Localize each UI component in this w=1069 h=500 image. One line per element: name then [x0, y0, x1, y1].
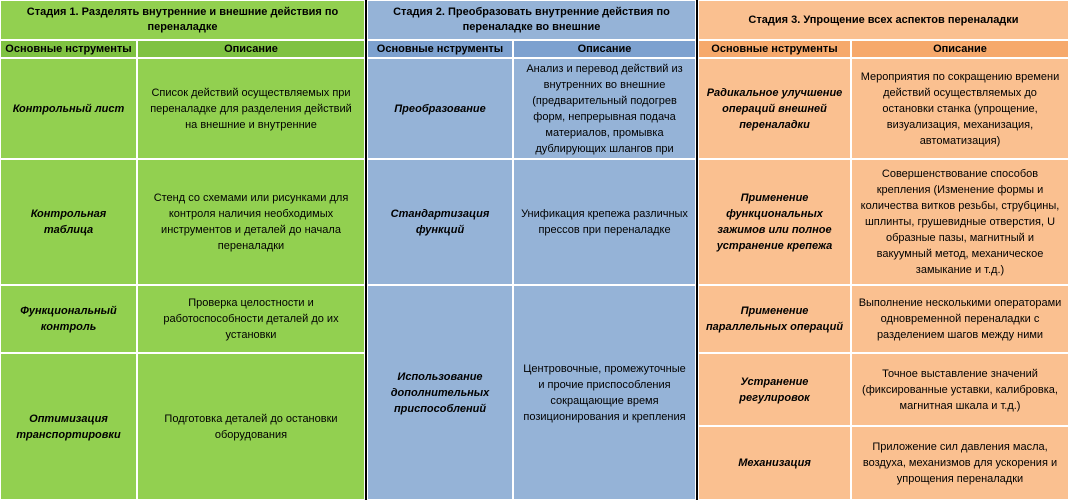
stage-1-desc-4: Подготовка деталей до остановки оборудования — [137, 353, 365, 500]
stage-2-desc-header: Описание — [513, 40, 696, 58]
stage-1-desc-2: Стенд со схемами или рисунками для контроля наличия необходимых инструментов и деталей до начала переналадки — [137, 159, 365, 285]
stage-1-desc-3: Проверка целостности и работоспособности деталей до их установки — [137, 285, 365, 353]
stage-1-tool-3: Функциональный контроль — [0, 285, 137, 353]
stage-3-tool-2: Применение функциональных зажимов или полное устранение крепежа — [698, 159, 851, 285]
stage-separator-2 — [696, 0, 698, 500]
stage-2-desc-1: Анализ и перевод действий из внутренних во внешние (предварительный подогрев форм, непрерывная подача материалов, промывка дублирующих шлангов при — [513, 58, 696, 159]
stage-separator-1 — [365, 0, 367, 500]
stage-3-desc-header: Описание — [851, 40, 1069, 58]
stage-3-desc-3: Выполнение несколькими операторами одновременной переналадки с разделением шагов между ними — [851, 285, 1069, 353]
stage-1-desc-header: Описание — [137, 40, 365, 58]
stage-1-tools-header: Основные нструменты — [0, 40, 137, 58]
stage-1-desc-1: Список действий осуществляемых при переналадке для разделения действий на внешние и внутренние — [137, 58, 365, 159]
stage-3-desc-4: Точное выставление значений (фиксированные уставки, калибровка, магнитная шкала и т.д.) — [851, 353, 1069, 426]
stage-1-tool-1: Контрольный лист — [0, 58, 137, 159]
stage-2-tools-header: Основные нструменты — [367, 40, 513, 58]
stage-1-tool-2: Контрольная таблица — [0, 159, 137, 285]
stage-3-tools-header: Основные нструменты — [698, 40, 851, 58]
stage-2-desc-3: Центровочные, промежуточные и прочие приспособления сокращающие время позиционирования и крепления — [513, 285, 696, 500]
stage-3-tool-4: Устранение регулировок — [698, 353, 851, 426]
stage-3-tool-3: Применение параллельных операций — [698, 285, 851, 353]
stage-1-title: Стадия 1. Разделять внутренние и внешние действия по переналадке — [0, 0, 365, 40]
stage-2-tool-3: Использование дополнительных приспособлений — [367, 285, 513, 500]
stage-3-tool-1: Радикальное улучшение операций внешней переналадки — [698, 58, 851, 159]
stage-1-tool-4: Оптимизация транспортировки — [0, 353, 137, 500]
stage-2-desc-2: Унификация крепежа различных прессов при переналадке — [513, 159, 696, 285]
stage-3-desc-5: Приложение сил давления масла, воздуха, механизмов для ускорения и упрощения переналадки — [851, 426, 1069, 500]
stage-3-desc-2: Совершенствование способов крепления (Изменение формы и количества витков резьбы, струбцины, шплинты, грушевидные отверстия, U образные пазы, магнитный и вакуумный метод, механическое замыкание и т.д.) — [851, 159, 1069, 285]
stage-3-title: Стадия 3. Упрощение всех аспектов переналадки — [698, 0, 1069, 40]
stage-2-title: Стадия 2. Преобразовать внутренние действия по переналадке во внешние — [367, 0, 696, 40]
stage-2-tool-1: Преобразование — [367, 58, 513, 159]
stage-3-tool-5: Механизация — [698, 426, 851, 500]
stage-2-tool-2: Стандартизация функций — [367, 159, 513, 285]
stage-3-desc-1: Мероприятия по сокращению времени действий осуществляемых до остановки станка (упрощение, визуализация, механизация, автоматизация) — [851, 58, 1069, 159]
